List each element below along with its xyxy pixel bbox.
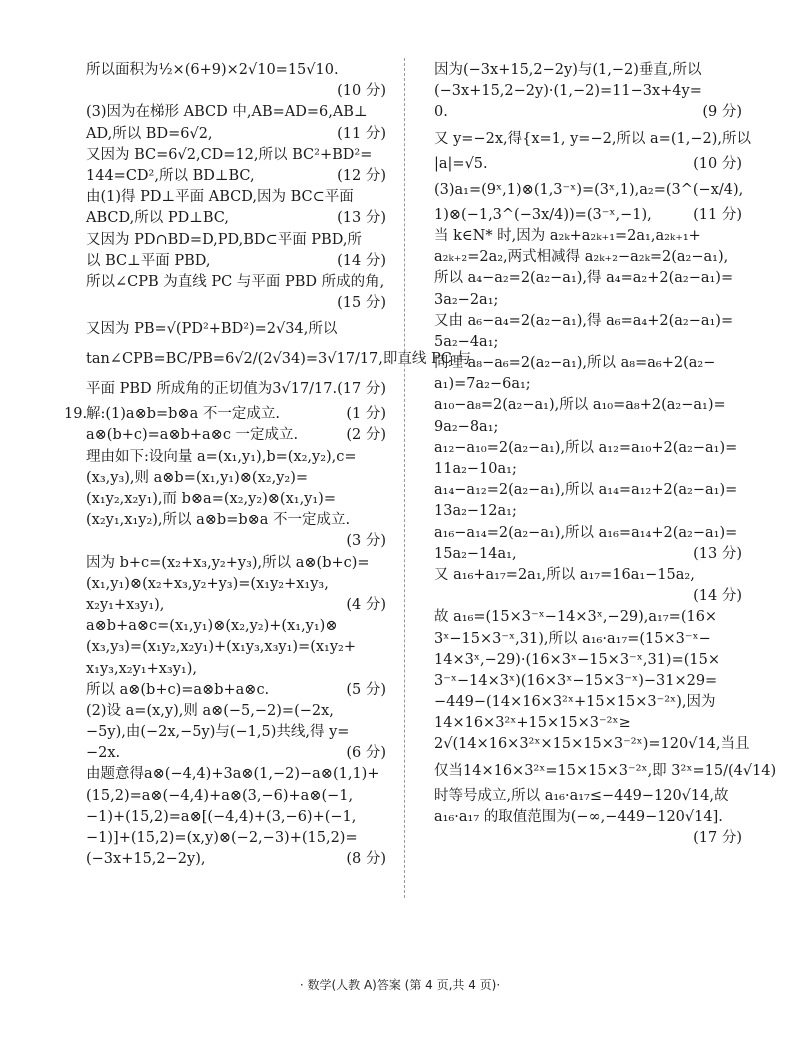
line-text: 3⁻ˣ−14×3ˣ)(16×3ˣ−15×3⁻ˣ)−31×29=	[434, 672, 718, 689]
answer-line	[434, 438, 742, 459]
score-mark: (8 分)	[346, 851, 386, 868]
line-text: (−3x+15,2−2y)·(1,−2)=11−3x+4y=	[434, 83, 702, 100]
line-text: 所以面积为½×(6+9)×2√10=15√10.	[86, 62, 339, 78]
answer-line	[86, 374, 386, 404]
answer-line	[86, 81, 386, 102]
answer-line	[434, 81, 742, 102]
line-text: |a|=√5.	[434, 155, 488, 172]
answer-line	[434, 523, 742, 544]
line-text: 13a₂−12a₁;	[434, 503, 517, 520]
answer-line	[434, 629, 742, 650]
score-mark: (14 分)	[693, 588, 742, 605]
answer-line	[86, 314, 386, 344]
line-text: 14×16×3²ˣ+15×15×3⁻²ˣ≥	[434, 715, 631, 732]
line-text: (15,2)=a⊗(−4,4)+a⊗(3,−6)+a⊗(−1,	[86, 787, 354, 804]
line-text: 3a₂−2a₁;	[434, 291, 499, 308]
line-text: 当 k∈N* 时,因为 a₂ₖ+a₂ₖ₊₁=2a₁,a₂ₖ₊₁+	[434, 227, 701, 244]
score-mark: (10 分)	[337, 83, 386, 100]
line-text: (x₂y₁,x₁y₂),所以 a⊗b=b⊗a 不一定成立.	[86, 512, 351, 529]
answer-line	[86, 187, 386, 208]
score-mark: (9 分)	[702, 104, 742, 121]
answer-line	[86, 637, 386, 658]
answer-line	[434, 247, 742, 268]
answer-line	[86, 743, 386, 764]
line-text: a₂ₖ₊₂=2a₂,两式相减得 a₂ₖ₊₂−a₂ₖ=2(a₂−a₁),	[434, 249, 729, 266]
answer-line	[64, 404, 386, 425]
answer-line	[434, 565, 742, 586]
answer-line	[434, 692, 742, 713]
score-mark: (4 分)	[346, 596, 386, 613]
answer-line	[86, 553, 386, 574]
answer-line	[86, 102, 386, 123]
line-text: −5y),由(−2x,−5y)与(−1,5)共线,得 y=	[86, 724, 350, 741]
score-mark: (1 分)	[346, 406, 386, 423]
answer-line	[434, 650, 742, 671]
answer-line	[434, 154, 742, 175]
score-mark: (17 分)	[693, 830, 742, 846]
answer-line	[434, 671, 742, 692]
answer-line	[434, 268, 742, 289]
answer-line	[86, 574, 386, 595]
line-text: 所以∠CPB 为直线 PC 与平面 PBD 所成的角,	[86, 273, 385, 290]
line-text: (x₁y₂,x₂y₁),而 b⊗a=(x₂,y₂)⊗(x₁,y₁)=	[86, 491, 336, 507]
answer-line	[434, 290, 742, 311]
answer-line	[86, 293, 386, 314]
score-mark: (13 分)	[693, 545, 742, 562]
line-text: (x₁,y₁)⊗(x₂+x₃,y₂+y₃)=(x₁y₂+x₁y₃,	[86, 575, 329, 592]
answer-line	[86, 344, 471, 374]
answer-line	[434, 353, 742, 374]
line-text: 时等号成立,所以 a₁₆·a₁₇≤−449−120√14,故	[434, 787, 729, 804]
answer-line	[86, 230, 386, 251]
score-mark: (11 分)	[693, 206, 742, 223]
line-text: (3)a₁=(9ˣ,1)⊗(1,3⁻ˣ)=(3ˣ,1),a₂=(3^(−x/4),	[434, 181, 744, 198]
line-text: 由(1)得 PD⊥平面 ABCD,因为 BC⊂平面	[86, 189, 354, 206]
score-mark: (5 分)	[346, 681, 386, 698]
line-text: a⊗(b+c)=a⊗b+a⊗c 一定成立.	[86, 427, 299, 444]
answer-line	[434, 480, 742, 501]
score-mark: (17 分)	[337, 381, 386, 398]
answer-line	[86, 447, 386, 468]
answer-line	[86, 208, 386, 229]
line-text: −449−(14×16×3²ˣ+15×15×3⁻²ˣ),因为	[434, 694, 716, 711]
line-text: a₁₄−a₁₂=2(a₂−a₁),所以 a₁₄=a₁₂+2(a₂−a₁)=	[434, 482, 738, 499]
line-text: a⊗b+a⊗c=(x₁,y₁)⊗(x₂,y₂)+(x₁,y₁)⊗	[86, 618, 338, 635]
answer-line	[434, 175, 742, 205]
answer-line	[434, 807, 742, 828]
line-text: 14×3ˣ,−29)·(16×3ˣ−15×3⁻ˣ,31)=(15×	[434, 651, 720, 668]
answer-line	[434, 501, 742, 522]
score-mark: (14 分)	[337, 252, 386, 269]
line-text: 又因为 PD∩BD=D,PD,BD⊂平面 PBD,所	[86, 231, 362, 248]
line-text: 故 a₁₆=(15×3⁻ˣ−14×3ˣ,−29),a₁₇=(16×	[434, 609, 718, 626]
answer-line	[86, 659, 386, 680]
line-text: (x₃,y₃),则 a⊗b=(x₁,y₁)⊗(x₂,y₂)=	[86, 469, 308, 486]
score-mark: (10 分)	[693, 155, 742, 172]
answer-line	[86, 166, 386, 187]
line-text: x₁y₃,x₂y₁+x₃y₁),	[86, 660, 198, 677]
score-mark: (11 分)	[337, 125, 386, 142]
column-divider	[404, 58, 405, 898]
line-text: 11a₂−10a₁;	[434, 461, 517, 477]
answer-line	[86, 251, 386, 272]
line-text: 3ˣ−15×3⁻ˣ,31),所以 a₁₆·a₁₇=(15×3⁻ˣ−	[434, 630, 711, 647]
answer-line	[86, 849, 386, 870]
answer-line	[86, 272, 386, 293]
line-text: 以 BC⊥平面 PBD,	[86, 252, 211, 269]
line-text: a₁₀−a₈=2(a₂−a₁),所以 a₁₀=a₈+2(a₂−a₁)=	[434, 397, 726, 414]
score-mark: (3 分)	[346, 533, 386, 550]
answer-line	[86, 616, 386, 637]
answer-line	[434, 332, 742, 353]
line-text: (−3x+15,2−2y),	[86, 851, 206, 868]
answer-line	[86, 722, 386, 743]
answer-line	[434, 374, 742, 395]
answer-line	[434, 713, 742, 734]
answer-line	[86, 764, 386, 785]
line-text: a₁)=7a₂−6a₁;	[434, 376, 531, 393]
line-text: a₁₆·a₁₇ 的取值范围为(−∞,−449−120√14].	[434, 808, 723, 825]
answer-line	[86, 680, 386, 701]
line-text: x₂y₁+x₃y₁),	[86, 596, 165, 613]
question-number: 19.	[64, 406, 88, 423]
answer-column-right	[434, 60, 777, 849]
score-mark: (12 分)	[337, 167, 386, 184]
line-text: 1)⊗(−1,3^(−3x/4))=(3⁻ˣ,−1),	[434, 206, 652, 223]
answer-line	[434, 102, 742, 123]
line-text: 0.	[434, 104, 448, 121]
line-text: a₁₂−a₁₀=2(a₂−a₁),所以 a₁₂=a₁₀+2(a₂−a₁)=	[434, 439, 738, 456]
line-text: (2)设 a=(x,y),则 a⊗(−5,−2)=(−2x,	[86, 702, 334, 719]
answer-line	[434, 226, 742, 247]
answer-line	[86, 510, 386, 531]
line-text: 2√(14×16×3²ˣ×15×15×3⁻²ˣ)=120√14,当且	[434, 736, 750, 753]
line-text: −1)+(15,2)=a⊗[(−4,4)+(3,−6)+(−1,	[86, 808, 357, 825]
answer-line	[434, 544, 742, 565]
line-text: 因为(−3x+15,2−2y)与(1,−2)垂直,所以	[434, 62, 702, 78]
answer-line	[434, 459, 742, 480]
answer-line	[434, 417, 742, 438]
answer-line	[434, 311, 742, 332]
answer-line	[434, 124, 751, 154]
line-text: 又因为 PB=√(PD²+BD²)=2√34,所以	[86, 321, 338, 338]
line-text: −2x.	[86, 745, 121, 762]
line-text: 又 a₁₆+a₁₇=2a₁,所以 a₁₇=16a₁−15a₂,	[434, 566, 695, 583]
line-text: −1)]+(15,2)=(x,y)⊗(−2,−3)+(15,2)=	[86, 830, 358, 846]
answer-line	[86, 60, 386, 81]
answer-line	[86, 145, 386, 166]
score-mark: (2 分)	[346, 427, 386, 444]
answer-line	[434, 60, 742, 81]
line-text: 9a₂−8a₁;	[434, 418, 499, 435]
answer-line	[86, 807, 386, 828]
answer-line	[86, 468, 386, 489]
line-text: 解:(1)a⊗b=b⊗a 不一定成立.	[86, 406, 280, 423]
line-text: 又由 a₆−a₄=2(a₂−a₁),得 a₆=a₄+2(a₂−a₁)=	[434, 312, 734, 329]
line-text: 5a₂−4a₁;	[434, 333, 499, 350]
line-text: (x₃,y₃)=(x₁y₂,x₂y₁)+(x₁y₃,x₃y₁)=(x₁y₂+	[86, 639, 356, 656]
line-text: AD,所以 BD=6√2,	[86, 125, 213, 142]
answer-line	[86, 425, 386, 446]
answer-line	[86, 531, 386, 552]
answer-line	[434, 205, 742, 226]
line-text: 所以 a₄−a₂=2(a₂−a₁),得 a₄=a₂+2(a₂−a₁)=	[434, 270, 734, 287]
line-text: 仅当14×16×3²ˣ=15×15×3⁻²ˣ,即 3²ˣ=15/(4√14)	[434, 762, 777, 779]
answer-line	[434, 395, 742, 416]
line-text: 又 y=−2x,得{x=1, y=−2,所以 a=(1,−2),所以	[434, 130, 751, 147]
line-text: tan∠CPB=BC/PB=6√2/(2√34)=3√17/17,即直线 PC 与	[86, 351, 471, 368]
answer-line	[86, 701, 386, 722]
answer-line	[434, 734, 750, 755]
answer-line	[86, 124, 386, 145]
answer-line	[86, 828, 386, 849]
line-text: 理由如下:设向量 a=(x₁,y₁),b=(x₂,y₂),c=	[86, 448, 357, 465]
answer-line	[434, 586, 742, 607]
line-text: 又因为 BC=6√2,CD=12,所以 BC²+BD²=	[86, 146, 373, 163]
score-mark: (15 分)	[337, 295, 386, 312]
line-text: 144=CD²,所以 BD⊥BC,	[86, 167, 255, 184]
line-text: 同理 a₈−a₆=2(a₂−a₁),所以 a₈=a₆+2(a₂−	[434, 355, 716, 372]
line-text: a₁₆−a₁₄=2(a₂−a₁),所以 a₁₆=a₁₄+2(a₂−a₁)=	[434, 524, 738, 541]
line-text: 所以 a⊗(b+c)=a⊗b+a⊗c.	[86, 681, 270, 698]
line-text: 15a₂−14a₁,	[434, 545, 517, 562]
line-text: (3)因为在梯形 ABCD 中,AB=AD=6,AB⊥	[86, 104, 368, 121]
answer-line	[86, 489, 386, 510]
answer-line	[434, 786, 742, 807]
answer-line	[86, 786, 386, 807]
line-text: 由题意得a⊗(−4,4)+3a⊗(1,−2)−a⊗(1,1)+	[86, 766, 380, 783]
line-text: 因为 b+c=(x₂+x₃,y₂+y₃),所以 a⊗(b+c)=	[86, 554, 370, 571]
score-mark: (13 分)	[337, 210, 386, 227]
answer-line	[434, 607, 742, 628]
answer-line	[86, 595, 386, 616]
line-text: ABCD,所以 PD⊥BC,	[86, 210, 229, 227]
line-text: 平面 PBD 所成角的正切值为3√17/17.	[86, 381, 338, 398]
answer-line	[434, 828, 742, 849]
page-footer: · 数学(人教 A)答案 (第 4 页,共 4 页)·	[299, 978, 501, 992]
score-mark: (6 分)	[346, 745, 386, 762]
answer-line	[434, 756, 777, 786]
